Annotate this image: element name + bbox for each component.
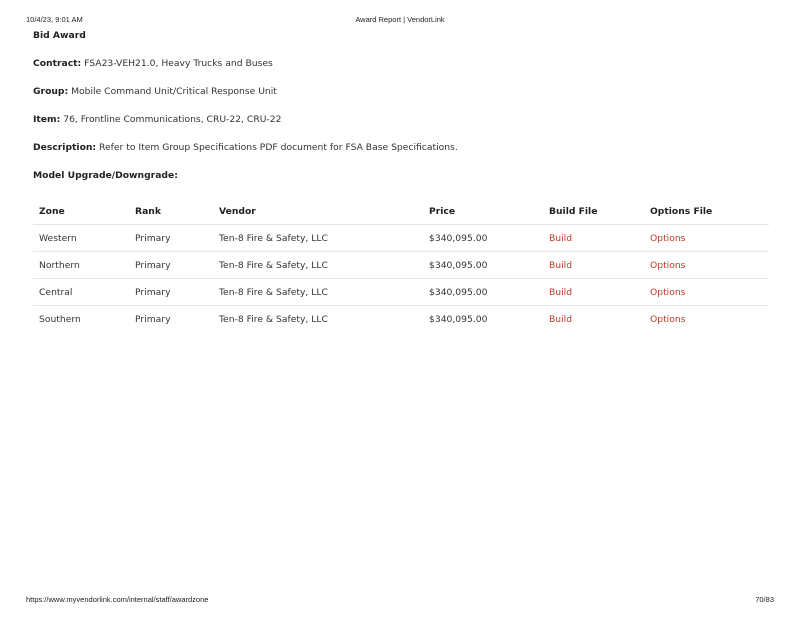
price-cell: $340,095.00 xyxy=(423,279,543,306)
zone-cell: Northern xyxy=(33,252,129,279)
table-row xyxy=(33,306,769,333)
options-cell xyxy=(644,279,769,306)
contract-value: FSA23-VEH21.0, Heavy Trucks and Buses xyxy=(84,58,273,69)
table-row xyxy=(33,225,769,252)
group-field xyxy=(33,85,769,99)
price-cell: $340,095.00 xyxy=(423,252,543,279)
header-vendor: Vendor xyxy=(213,198,423,225)
options-link[interactable]: Options xyxy=(650,313,686,325)
header-build-file: Build File xyxy=(543,198,644,225)
print-footer xyxy=(26,595,774,607)
vendor-cell: Ten-8 Fire & Safety, LLC xyxy=(213,279,423,306)
description-value: Refer to Item Group Specifications PDF document for FSA Base Specifications. xyxy=(99,142,458,153)
rank-cell: Primary xyxy=(129,279,213,306)
build-cell xyxy=(543,225,644,252)
price-cell: $340,095.00 xyxy=(429,313,488,325)
options-link[interactable]: Options xyxy=(650,286,686,298)
description-field xyxy=(33,141,769,155)
item-value: 76, Frontline Communications, CRU-22, CRU-22 xyxy=(63,114,282,125)
table-header-row xyxy=(33,198,769,225)
rank-cell: Primary xyxy=(129,252,213,279)
zone-cell: Southern xyxy=(39,313,81,325)
model-upgrade-label: Model Upgrade/Downgrade: xyxy=(33,170,178,181)
build-cell xyxy=(543,279,644,306)
header-rank: Rank xyxy=(129,198,213,225)
header-price: Price xyxy=(423,198,543,225)
print-page-number: 70/83 xyxy=(755,595,774,604)
vendor-cell: Ten-8 Fire & Safety, LLC xyxy=(219,313,328,325)
award-table xyxy=(33,198,769,332)
build-link[interactable]: Build xyxy=(549,259,573,271)
description-label: Description: xyxy=(33,142,97,153)
rank-cell: Primary xyxy=(129,225,213,252)
bid-award-heading: Bid Award xyxy=(33,30,86,41)
item-label: Item: xyxy=(33,114,61,125)
rank-cell: Primary xyxy=(135,313,171,325)
table-row xyxy=(33,279,769,306)
header-zone: Zone xyxy=(33,198,129,225)
options-cell xyxy=(644,225,769,252)
options-link[interactable]: Options xyxy=(650,259,686,271)
build-cell xyxy=(543,306,644,333)
build-link[interactable]: Build xyxy=(549,313,573,325)
group-label: Group: xyxy=(33,86,69,97)
contract-label: Contract: xyxy=(33,58,82,69)
model-upgrade-field xyxy=(33,169,769,183)
vendor-cell: Ten-8 Fire & Safety, LLC xyxy=(213,252,423,279)
build-link[interactable]: Build xyxy=(549,286,573,298)
price-cell: $340,095.00 xyxy=(423,225,543,252)
header-options-file: Options File xyxy=(644,198,769,225)
vendor-cell: Ten-8 Fire & Safety, LLC xyxy=(213,225,423,252)
zone-cell: Central xyxy=(33,279,129,306)
item-field xyxy=(33,113,769,127)
table-row xyxy=(33,252,769,279)
options-link[interactable]: Options xyxy=(650,232,686,244)
print-url: https://www.myvendorlink.com/internal/staff/awardzone xyxy=(26,595,209,604)
build-cell xyxy=(543,252,644,279)
zone-cell: Western xyxy=(33,225,129,252)
contract-field xyxy=(33,57,769,71)
build-link[interactable]: Build xyxy=(549,232,573,244)
bid-award-section xyxy=(33,29,769,325)
print-header xyxy=(26,15,774,27)
group-value: Mobile Command Unit/Critical Response Unit xyxy=(71,86,277,97)
options-cell xyxy=(644,306,769,333)
print-datetime: 10/4/23, 9:01 AM xyxy=(26,15,83,24)
options-cell xyxy=(644,252,769,279)
print-doc-title: Award Report | VendorLink xyxy=(355,15,445,24)
